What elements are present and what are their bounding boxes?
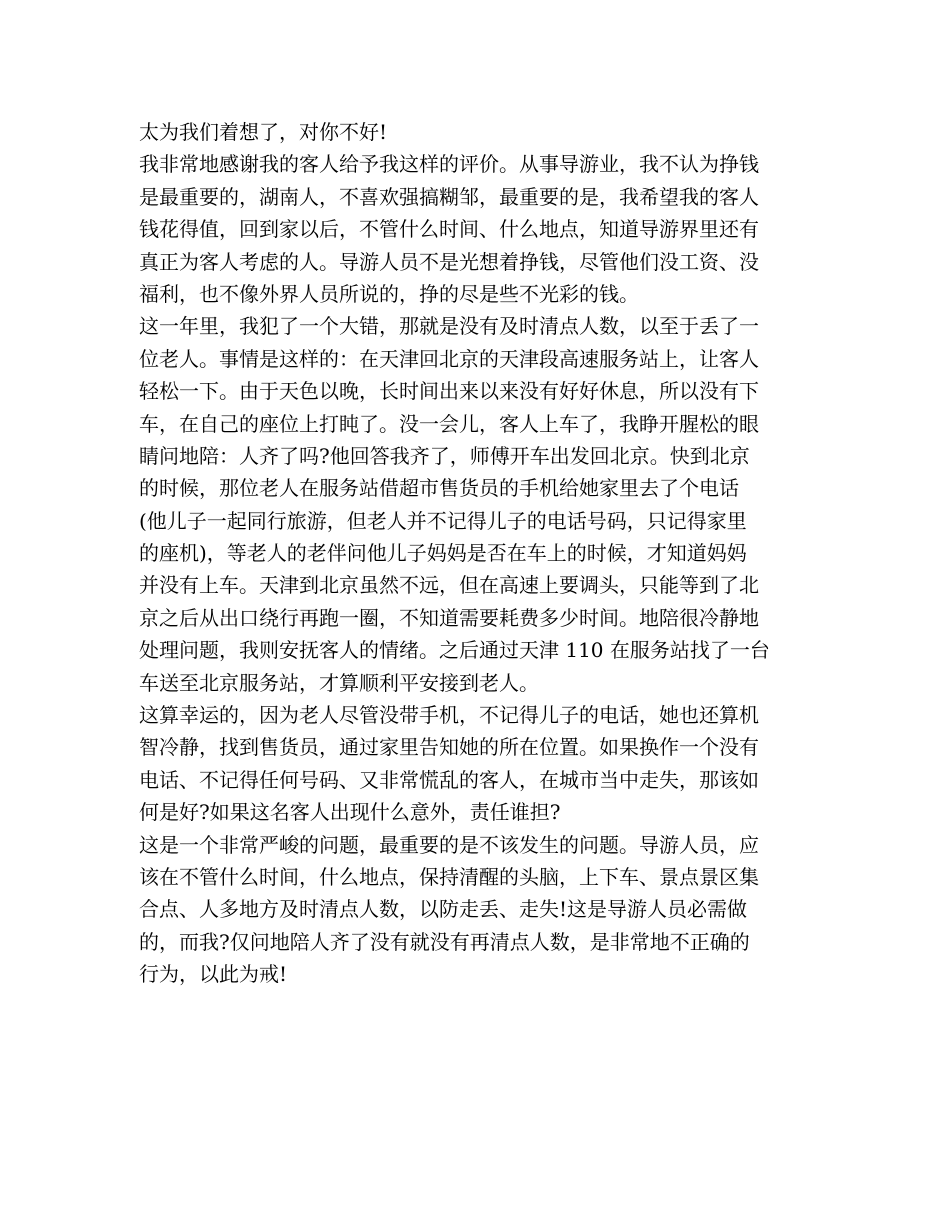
text-line: 位老人。事情是这样的：在天津回北京的天津段高速服务站上，让客人 (139, 346, 759, 371)
text-line: 真正为客人考虑的人。导游人员不是光想着挣钱，尽管他们没工资、没 (139, 249, 759, 274)
text-line: 行为，以此为戒! (139, 962, 288, 987)
text-line: 轻松一下。由于天色以晚，长时间出来以来没有好好休息，所以没有下 (139, 379, 759, 404)
text-line: 车送至北京服务站，才算顺利平安接到老人。 (139, 670, 539, 695)
text-line: 睛问地陪：人齐了吗?他回答我齐了，师傅开车出发回北京。快到北京 (139, 443, 750, 468)
text-line: 处理问题，我则安抚客人的情绪。之后通过天津 110 在服务站找了一台 (139, 638, 770, 663)
text-line: 电话、不记得任何号码、又非常慌乱的客人，在城市当中走失，那该如 (139, 767, 759, 792)
text-line: (他儿子一起同行旅游，但老人并不记得儿子的电话号码，只记得家里 (139, 508, 747, 533)
text-line: 的座机)，等老人的老伴问他儿子妈妈是否在车上的时候，才知道妈妈 (139, 541, 747, 566)
text-line: 的时候，那位老人在服务站借超市售货员的手机给她家里去了个电话 (139, 476, 739, 501)
text-line: 的，而我?仅问地陪人齐了没有就没有再清点人数，是非常地不正确的 (139, 929, 750, 954)
body-text (139, 116, 819, 991)
text-line: 京之后从出口绕行再跑一圈，不知道需要耗费多少时间。地陪很冷静地 (139, 605, 759, 630)
text-line: 我非常地感谢我的客人给予我这样的评价。从事导游业，我不认为挣钱 (139, 152, 759, 177)
text-line: 福利，也不像外界人员所说的，挣的尽是些不光彩的钱。 (139, 281, 639, 306)
text-line: 智冷静，找到售货员，通过家里告知她的所在位置。如果换作一个没有 (139, 735, 759, 760)
text-line: 这算幸运的，因为老人尽管没带手机，不记得儿子的电话，她也还算机 (139, 703, 759, 728)
text-line: 钱花得值，回到家以后，不管什么时间、什么地点，知道导游界里还有 (139, 217, 759, 242)
text-line: 合点、人多地方及时清点人数，以防走丢、走失!这是导游人员必需做 (139, 897, 748, 922)
text-line: 何是好?如果这名客人出现什么意外，责任谁担? (139, 800, 561, 825)
text-line: 这是一个非常严峻的问题，最重要的是不该发生的问题。导游人员，应 (139, 832, 759, 857)
text-line: 太为我们着想了，对你不好! (139, 120, 388, 144)
text-line: 并没有上车。天津到北京虽然不远，但在高速上要调头，只能等到了北 (139, 573, 759, 598)
text-line: 该在不管什么时间，什么地点，保持清醒的头脑，上下车、景点景区集 (139, 864, 759, 889)
text-line: 车，在自己的座位上打盹了。没一会儿，客人上车了，我睁开腥松的眼 (139, 411, 759, 436)
text-line: 这一年里，我犯了一个大错，那就是没有及时清点人数，以至于丢了一 (139, 314, 759, 339)
text-line: 是最重要的，湖南人，不喜欢强搞糊邹，最重要的是，我希望我的客人 (139, 184, 759, 209)
